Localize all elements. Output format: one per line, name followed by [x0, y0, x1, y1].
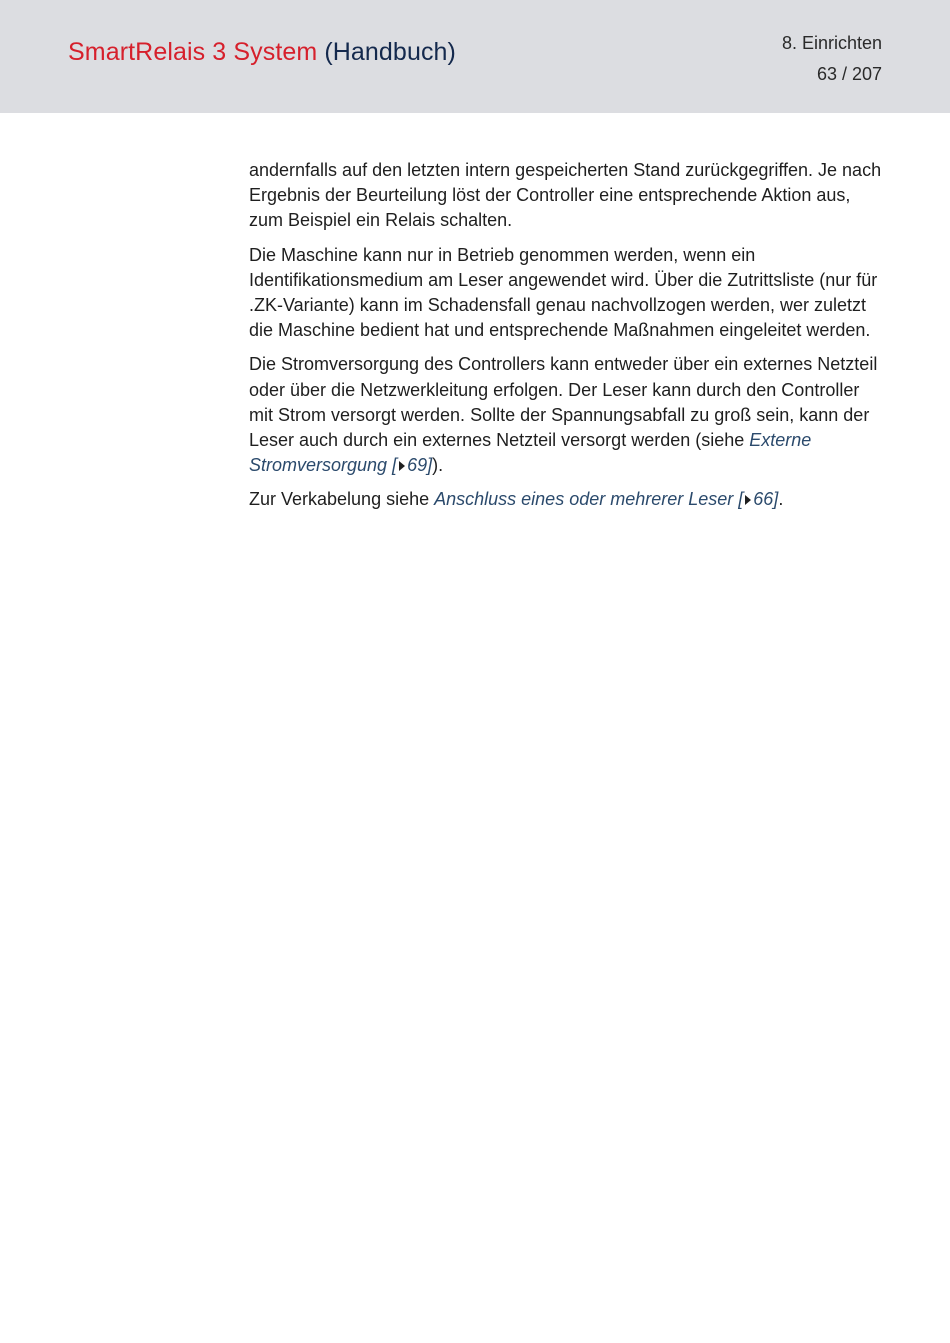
- page-arrow-icon: [745, 495, 751, 505]
- page-arrow-icon: [399, 461, 405, 471]
- section-info: [782, 28, 882, 90]
- paragraph: Die Maschine kann nur in Betrieb genommen werden, wenn ein Identifikationsmedium am Leser angewendet wird. Über die Zutrittsliste (nur für .ZK-Variante) kann im Schadensfall genau nachvollzogen werden, wer zuletzt die Maschine bedient hat und entsprechende Maßnahmen eingeleitet werden.: [249, 244, 878, 341]
- link-page: 66]: [753, 489, 779, 510]
- link-page: 69]: [407, 455, 433, 476]
- product-name: SmartRelais 3 System: [68, 38, 318, 66]
- page-content: [249, 158, 885, 522]
- paragraph: andernfalls auf den letzten intern gespeicherten Stand zurückgegriffen. Je nach Ergebnis der Beurteilung löst der Controller eine entsprechende Aktion aus, zum Beispiel ein Relais schalten.: [249, 160, 882, 231]
- section-title: 8. Einrichten: [781, 33, 882, 53]
- cross-reference-link[interactable]: [434, 489, 778, 509]
- paragraph: [249, 487, 885, 512]
- page-header: [0, 0, 950, 113]
- document-type: (Handbuch): [324, 38, 456, 66]
- document-title: [68, 38, 456, 67]
- paragraph-text: .: [778, 489, 784, 510]
- paragraph-text: Zur Verkabelung siehe: [249, 489, 435, 510]
- paragraph: [249, 352, 885, 478]
- paragraph-text: ).: [432, 455, 444, 476]
- link-label: Anschluss eines oder mehrerer Leser [: [434, 489, 744, 510]
- link-label: Externe Stromversorgung [: [249, 430, 812, 476]
- paragraph-text: Die Stromversorgung des Controllers kann entweder über ein externes Netzteil oder über die Netzwerkleitung erfolgen. Der Leser kann durch den Controller mit Strom versorgt werden. Sollte der Spannungsabfall zu groß sein, kann der Leser auch durch ein externes Netzteil versorgt werden (siehe: [249, 354, 878, 451]
- page-number: 63 / 207: [816, 64, 882, 84]
